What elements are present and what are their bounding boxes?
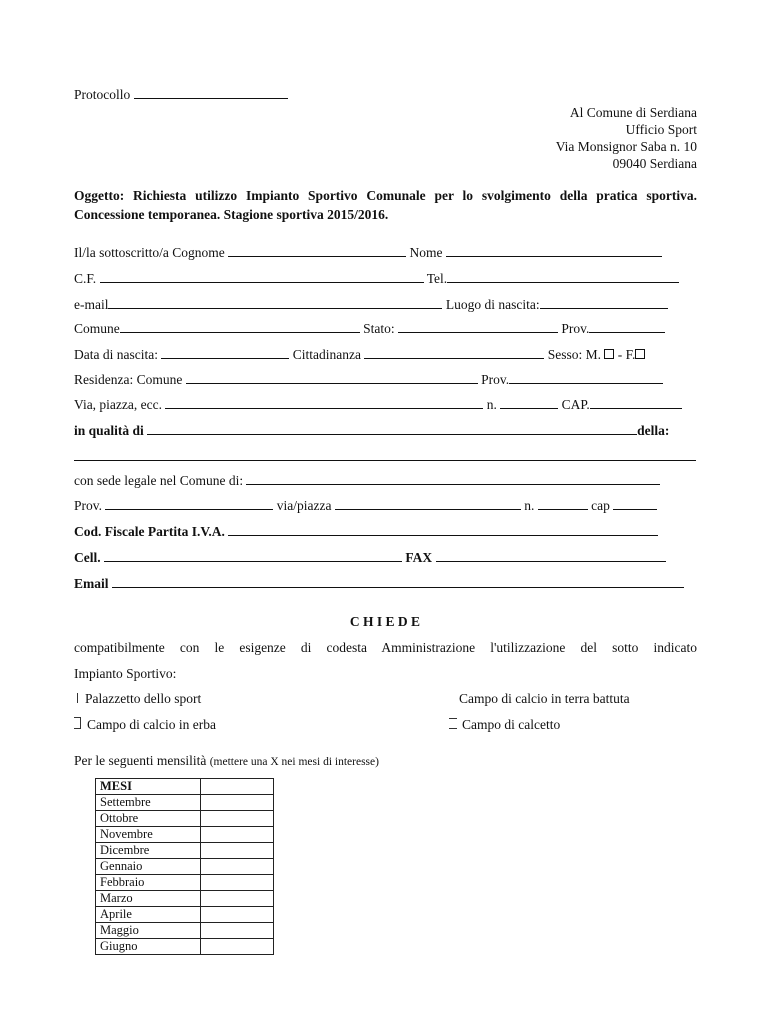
comune-label: Comune — [74, 321, 120, 336]
palazzetto-checkbox[interactable] — [77, 693, 78, 703]
stato-field[interactable] — [398, 321, 558, 333]
table-row — [96, 779, 274, 795]
recipient-line-3: Via Monsignor Saba n. 10 — [555, 139, 697, 154]
in-qualita-field[interactable] — [147, 423, 637, 435]
months-table — [95, 778, 274, 955]
row-comune-stato — [74, 320, 696, 338]
sesso-label: Sesso: M. — [547, 347, 601, 362]
cell-field[interactable] — [104, 550, 402, 562]
table-row — [96, 923, 274, 939]
sede-numero-label: n. — [524, 498, 535, 513]
fax-field[interactable] — [436, 550, 666, 562]
row-email2 — [74, 575, 696, 593]
via-piazza-field[interactable] — [335, 498, 521, 510]
recipient-line-1: Al Comune di Serdiana — [569, 105, 697, 120]
numero-label: n. — [486, 397, 497, 412]
protocollo-line — [74, 87, 288, 103]
month-check-cell[interactable] — [201, 923, 274, 939]
row-residenza — [74, 371, 696, 389]
sede-legale-field[interactable] — [246, 473, 660, 485]
cap-label: CAP. — [561, 397, 590, 412]
table-row — [96, 875, 274, 891]
cod-fiscale-field[interactable] — [228, 524, 658, 536]
prov-field[interactable] — [589, 321, 665, 333]
residenza-prov-label: Prov. — [481, 372, 510, 387]
month-check-cell[interactable] — [201, 891, 274, 907]
tel-label: Tel. — [426, 271, 448, 286]
palazzetto-label: Palazzetto dello sport — [85, 691, 202, 706]
luogo-nascita-label: Luogo di nascita: — [445, 297, 540, 312]
month-check-cell[interactable] — [201, 907, 274, 923]
della-label: della: — [637, 423, 670, 438]
table-row — [96, 843, 274, 859]
table-row — [96, 795, 274, 811]
cognome-label: Il/la sottoscritto/a Cognome — [74, 245, 225, 260]
protocollo-field[interactable] — [134, 87, 288, 99]
residenza-prov-field[interactable] — [509, 372, 663, 384]
months-note: (mettere una X nei mesi di interesse) — [209, 756, 379, 768]
sede-legale-label: con sede legale nel Comune di: — [74, 473, 244, 488]
cell-label: Cell. — [74, 550, 101, 565]
table-row — [96, 907, 274, 923]
row-data-nascita — [74, 346, 696, 364]
row-in-qualita — [74, 422, 696, 440]
comune-field[interactable] — [120, 321, 360, 333]
della-field-line[interactable] — [74, 460, 696, 461]
months-header-cell — [201, 779, 274, 795]
sede-prov-label: Prov. — [74, 498, 103, 513]
month-name: Novembre — [96, 827, 201, 843]
sede-numero-field[interactable] — [538, 498, 588, 510]
via-field[interactable] — [165, 397, 483, 409]
recipient-line-4: 09040 Serdiana — [612, 156, 697, 171]
email-field[interactable] — [108, 297, 442, 309]
sesso-sep-label: - F. — [617, 347, 636, 362]
option-palazzetto[interactable] — [77, 691, 201, 707]
row-sede-legale — [74, 472, 696, 490]
sesso-f-checkbox[interactable] — [635, 349, 645, 359]
month-check-cell[interactable] — [201, 859, 274, 875]
fax-label: FAX — [405, 550, 433, 565]
month-check-cell[interactable] — [201, 795, 274, 811]
prov-label: Prov. — [561, 321, 590, 336]
sesso-m-checkbox[interactable] — [604, 349, 614, 359]
protocollo-label: Protocollo — [74, 87, 131, 102]
cf-field[interactable] — [100, 271, 424, 283]
subject: Oggetto: Richiesta utilizzo Impianto Sportivo Comunale per lo svolgimento della pratica sportiva. Concessione temporanea. Stagione sportiva 2015/2016. — [74, 188, 697, 222]
cognome-field[interactable] — [228, 245, 406, 257]
month-name: Marzo — [96, 891, 201, 907]
option-terra-battuta[interactable] — [459, 691, 630, 707]
calcetto-label: Campo di calcetto — [462, 717, 561, 732]
request-text-2: Impianto Sportivo: — [74, 666, 177, 681]
cittadinanza-field[interactable] — [364, 347, 544, 359]
table-row — [96, 859, 274, 875]
option-calcetto[interactable] — [449, 717, 560, 733]
residenza-label: Residenza: Comune — [74, 372, 183, 387]
email2-label: Email — [74, 576, 109, 591]
month-check-cell[interactable] — [201, 811, 274, 827]
email-label: e-mail — [74, 297, 109, 312]
data-nascita-field[interactable] — [161, 347, 289, 359]
sede-cap-field[interactable] — [613, 498, 657, 510]
month-name: Maggio — [96, 923, 201, 939]
cap-field[interactable] — [590, 397, 682, 409]
row-cognome-nome — [74, 244, 696, 262]
month-name: Febbraio — [96, 875, 201, 891]
month-check-cell[interactable] — [201, 827, 274, 843]
erba-label: Campo di calcio in erba — [87, 717, 216, 732]
month-check-cell[interactable] — [201, 939, 274, 955]
row-cf-tel — [74, 270, 696, 288]
chiede-heading: C H I E D E — [349, 614, 421, 629]
data-nascita-label: Data di nascita: — [74, 347, 158, 362]
nome-label: Nome — [409, 245, 443, 260]
table-row — [96, 939, 274, 955]
sede-cap-label: cap — [591, 498, 610, 513]
stato-label: Stato: — [363, 321, 395, 336]
sede-prov-field[interactable] — [105, 498, 273, 510]
month-check-cell[interactable] — [201, 875, 274, 891]
months-intro: Per le seguenti mensilità — [74, 753, 207, 768]
erba-checkbox[interactable] — [74, 717, 81, 729]
cf-label: C.F. — [74, 271, 97, 286]
table-row — [96, 891, 274, 907]
luogo-nascita-field[interactable] — [540, 297, 668, 309]
via-label: Via, piazza, ecc. — [74, 397, 163, 412]
month-name: Gennaio — [96, 859, 201, 875]
email2-field[interactable] — [112, 576, 684, 588]
month-name: Settembre — [96, 795, 201, 811]
row-prov-via — [74, 497, 696, 515]
in-qualita-label: in qualità di — [74, 423, 144, 438]
via-piazza-label: via/piazza — [276, 498, 332, 513]
recipient-line-2: Ufficio Sport — [625, 122, 697, 137]
row-cell-fax — [74, 549, 696, 567]
row-email-luogo — [74, 296, 696, 314]
request-text: compatibilmente con le esigenze di codesta Amministrazione l'utilizzazione del sotto indicato — [74, 640, 697, 655]
table-row — [96, 811, 274, 827]
cod-fiscale-label: Cod. Fiscale Partita I.V.A. — [74, 524, 225, 539]
row-via — [74, 396, 696, 414]
months-header: MESI — [96, 779, 201, 795]
month-name: Giugno — [96, 939, 201, 955]
tel-field[interactable] — [447, 271, 679, 283]
calcetto-checkbox[interactable] — [449, 718, 457, 729]
terra-battuta-label: Campo di calcio in terra battuta — [459, 691, 630, 706]
nome-field[interactable] — [446, 245, 662, 257]
residenza-field[interactable] — [186, 372, 478, 384]
month-name: Aprile — [96, 907, 201, 923]
row-cod-fiscale — [74, 523, 696, 541]
option-erba[interactable] — [74, 717, 216, 733]
months-intro-line — [74, 753, 379, 769]
month-name: Ottobre — [96, 811, 201, 827]
recipient-address — [556, 104, 697, 172]
month-name: Dicembre — [96, 843, 201, 859]
numero-field[interactable] — [500, 397, 558, 409]
table-row — [96, 827, 274, 843]
cittadinanza-label: Cittadinanza — [292, 347, 361, 362]
month-check-cell[interactable] — [201, 843, 274, 859]
